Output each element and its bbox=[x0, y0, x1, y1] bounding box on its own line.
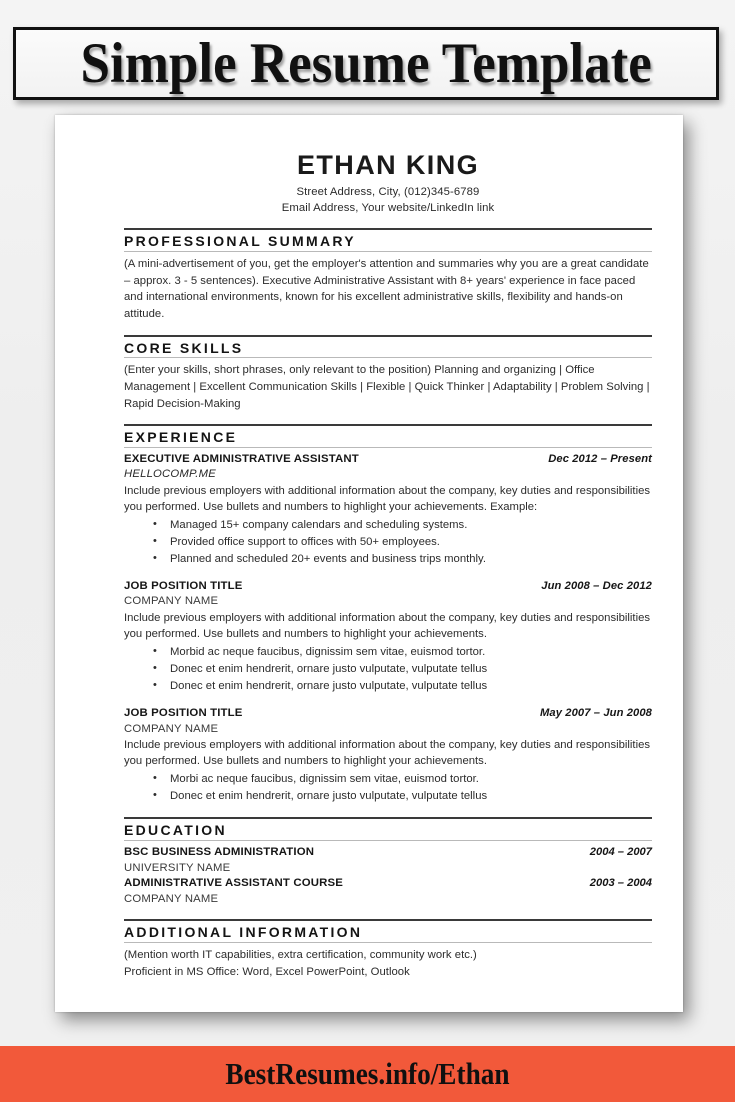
list-item: • Donec et enim hendrerit, ornare justo vulputate, vulputate tellus bbox=[170, 788, 652, 805]
section-heading-core-skills bbox=[124, 335, 652, 359]
additional-information-line-1: (Mention worth IT capabilities, extra certification, community work etc.) bbox=[124, 949, 477, 962]
education-entry-header bbox=[124, 845, 652, 861]
experience-description: Include previous employers with additional information about the company, key duties and responsibilities you performed. Use bullets and numbers to highlight your achievements. Example: bbox=[124, 484, 651, 514]
footer-url: BestResumes.info/Ethan bbox=[225, 1056, 510, 1091]
section-heading-text: PROFESSIONAL SUMMARY bbox=[124, 233, 356, 250]
experience-company-name: COMPANY NAME bbox=[124, 722, 219, 735]
list-item: • Morbi ac neque faucibus, dignissim sem vitae, euismod tortor. bbox=[170, 771, 652, 788]
resume-header bbox=[124, 151, 652, 216]
education-degree: BSC BUSINESS ADMINISTRATION bbox=[124, 845, 315, 858]
education-date: 2004 – 2007 bbox=[589, 845, 652, 858]
experience-job-date: Jun 2008 – Dec 2012 bbox=[541, 580, 652, 593]
experience-bullet-list bbox=[124, 771, 652, 805]
experience-description: Include previous employers with additional information about the company, key duties and responsibilities you performed. Use bullets and numbers to highlight your achievements. bbox=[124, 611, 651, 641]
experience-entry-header bbox=[124, 579, 652, 594]
core-skills-body: (Enter your skills, short phrases, only relevant to the position) Planning and organizing | Office Management | Excellent Communication Skills | Flexible | Quick Thinker | Adaptability | Problem Solving | Rapid Decision-Making bbox=[124, 364, 650, 410]
list-item: • Provided office support to offices with 50+ employees. bbox=[170, 534, 652, 551]
contact-line-email: Email Address, Your website/LinkedIn link bbox=[281, 202, 495, 215]
contact-line-address: Street Address, City, (012)345-6789 bbox=[296, 186, 480, 199]
experience-entry bbox=[124, 452, 652, 568]
section-professional-summary bbox=[124, 228, 652, 322]
banner-title: Simple Resume Template bbox=[80, 32, 652, 95]
section-heading-text: EXPERIENCE bbox=[124, 429, 238, 446]
education-organization: UNIVERSITY NAME bbox=[124, 861, 231, 874]
section-education bbox=[124, 817, 652, 907]
resume-sheet bbox=[55, 115, 683, 1012]
list-item: • Managed 15+ company calendars and scheduling systems. bbox=[170, 517, 652, 534]
education-entry bbox=[124, 876, 652, 907]
experience-bullet-list bbox=[124, 644, 652, 695]
list-item: • Morbid ac neque faucibus, dignissim sem vitae, euismod tortor. bbox=[170, 644, 652, 661]
experience-entry bbox=[124, 706, 652, 805]
list-item: • Donec et enim hendrerit, ornare justo vulputate, vulputate tellus bbox=[170, 678, 652, 695]
experience-job-title: EXECUTIVE ADMINISTRATIVE ASSISTANT bbox=[124, 452, 359, 465]
experience-bullet-list bbox=[124, 517, 652, 568]
education-entry bbox=[124, 845, 652, 876]
section-heading-text: EDUCATION bbox=[124, 822, 227, 839]
list-item: • Donec et enim hendrerit, ornare justo vulputate, vulputate tellus bbox=[170, 661, 652, 678]
section-heading-education bbox=[124, 817, 652, 841]
education-organization: COMPANY NAME bbox=[124, 892, 219, 905]
section-heading-experience bbox=[124, 424, 652, 448]
footer-banner bbox=[0, 1046, 735, 1102]
section-additional-information bbox=[124, 919, 652, 980]
education-date: 2003 – 2004 bbox=[589, 877, 652, 890]
section-experience bbox=[124, 424, 652, 805]
section-heading-text: ADDITIONAL INFORMATION bbox=[124, 924, 363, 941]
list-item: • Planned and scheduled 20+ events and business trips monthly. bbox=[170, 551, 652, 568]
professional-summary-body: (A mini-advertisement of you, get the employer's attention and summaries why you are a great candidate – approx. 3 - 5 sentences). Executive Administrative Assistant with 8+ years' experience in face paced and international environments, known for his excellent administrative skills, flexibility and hands-on attitude. bbox=[124, 258, 649, 320]
experience-company-name: HELLOCOMP.ME bbox=[124, 468, 216, 481]
education-entry-header bbox=[124, 876, 652, 892]
experience-description: Include previous employers with additional information about the company, key duties and responsibilities you performed. Use bullets and numbers to highlight your achievements. bbox=[124, 738, 651, 768]
section-core-skills bbox=[124, 335, 652, 413]
experience-job-title: JOB POSITION TITLE bbox=[124, 580, 243, 593]
education-degree: ADMINISTRATIVE ASSISTANT COURSE bbox=[124, 877, 343, 890]
experience-entry bbox=[124, 579, 652, 695]
experience-job-date: Dec 2012 – Present bbox=[548, 452, 652, 465]
section-heading-text: CORE SKILLS bbox=[124, 339, 244, 356]
section-heading-additional-information bbox=[124, 919, 652, 943]
experience-job-title: JOB POSITION TITLE bbox=[124, 707, 243, 720]
experience-company-name: COMPANY NAME bbox=[124, 595, 219, 608]
additional-information-line-2: Proficient in MS Office: Word, Excel PowerPoint, Outlook bbox=[124, 965, 410, 978]
candidate-name: ETHAN KING bbox=[297, 150, 479, 180]
section-heading-professional-summary bbox=[124, 228, 652, 252]
experience-job-date: May 2007 – Jun 2008 bbox=[540, 707, 652, 720]
title-banner bbox=[13, 27, 719, 100]
experience-entry-header bbox=[124, 706, 652, 721]
experience-entry-header bbox=[124, 452, 652, 467]
